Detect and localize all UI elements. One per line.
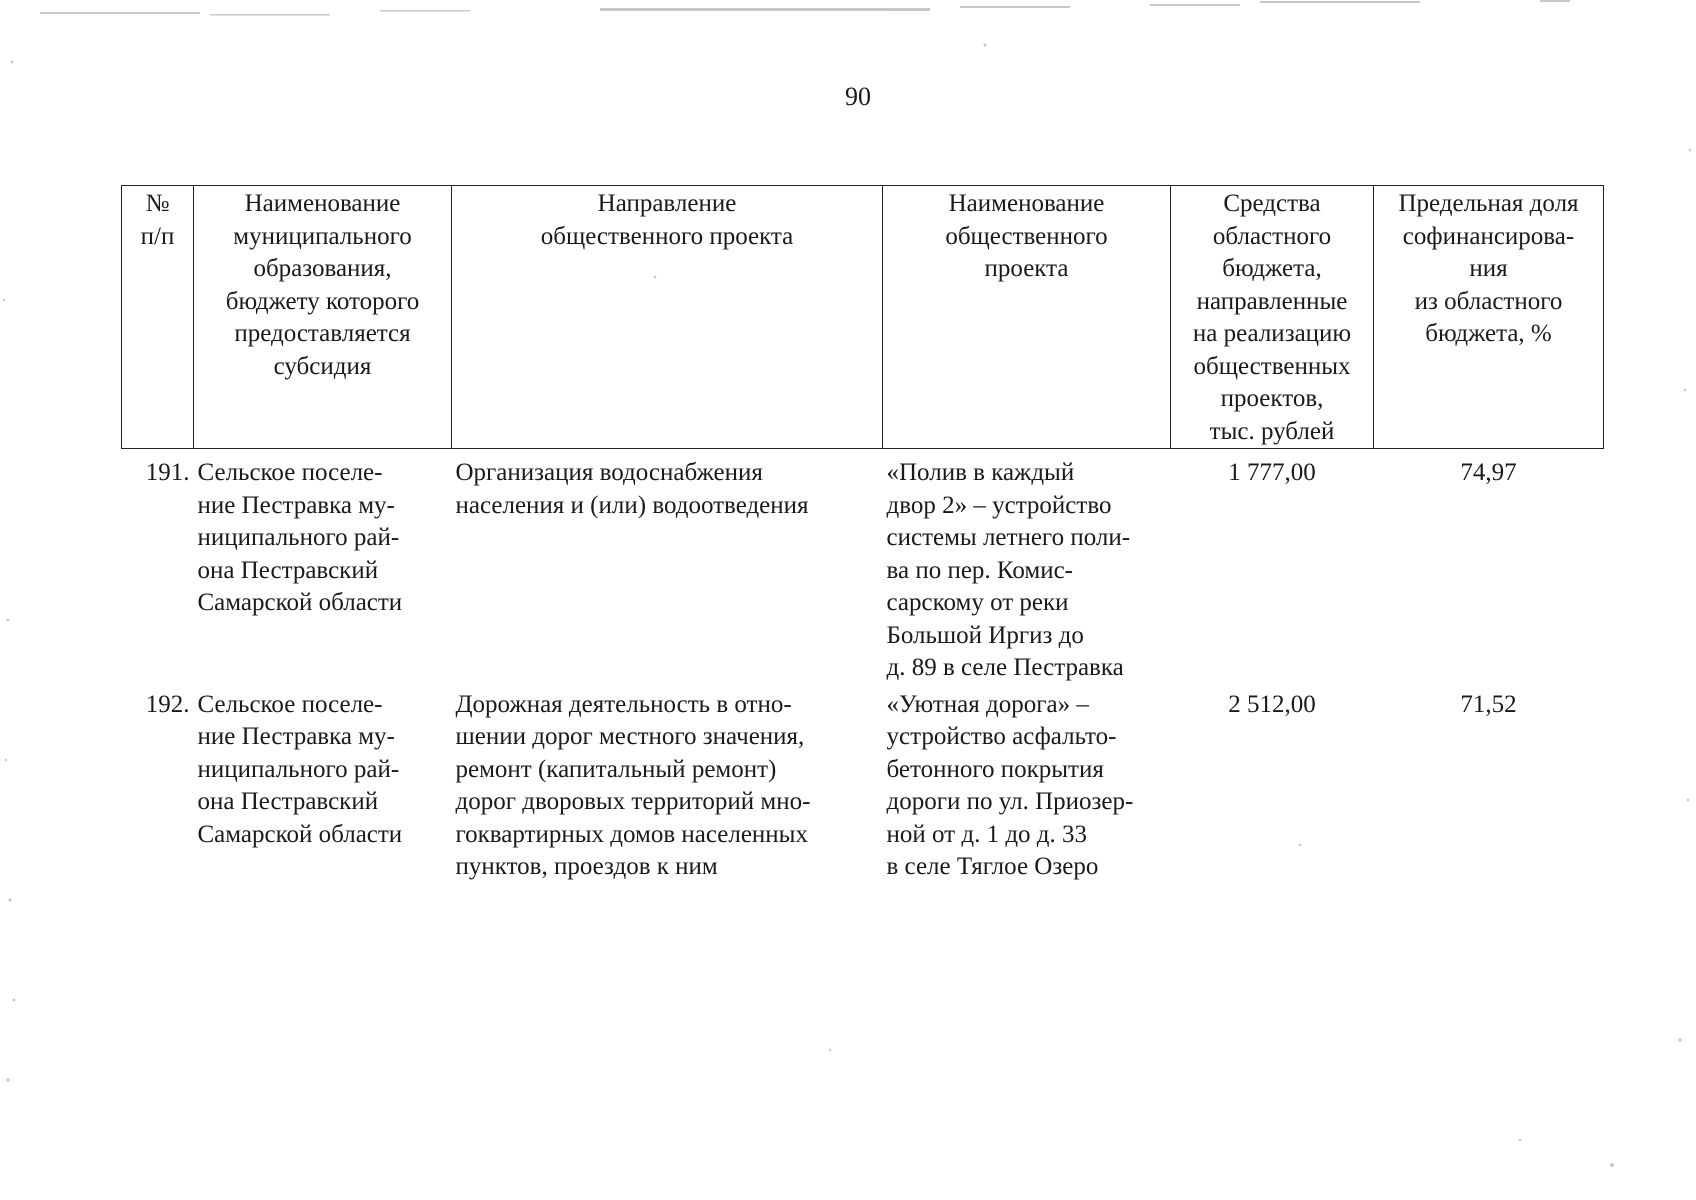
- header-project-name: Наименование общественного проекта: [883, 186, 1171, 449]
- funds-cell: 2 512,00: [1228, 690, 1316, 718]
- table-row: [122, 685, 1604, 884]
- project-cell: «Полив в каждый двор 2» – устройство системы летнего поли- ва по пер. Комис- сарскому от реки Большой Иргиз до д. 89 в селе Пестравка: [886, 459, 1131, 681]
- table-row: [122, 449, 1604, 685]
- header-municipality: Наименование муниципального образования, бюджету которого предоставляется субсидия: [194, 186, 452, 449]
- funds-cell: 1 777,00: [1228, 459, 1316, 486]
- header-regional-funds: Средства областного бюджета, направленные на реализацию общественных проектов, тыс. рублей: [1171, 186, 1374, 449]
- municipality-cell: Сельское поселе- ние Пестравка му- ниципального рай- она Пестравский Самарской области: [197, 459, 403, 616]
- direction-cell: Организация водоснабжения населения и (или) водоотведения: [455, 459, 809, 519]
- header-cofinancing-share: Предельная доля софинансирова- ния из областного бюджета, %: [1374, 186, 1604, 449]
- header-row: [122, 186, 1604, 449]
- header-direction: Направление общественного проекта: [452, 186, 883, 449]
- page-number: 90: [845, 82, 871, 111]
- row-number: 191.: [145, 459, 190, 486]
- table-header: [122, 186, 1604, 449]
- share-cell: 74,97: [1460, 459, 1517, 486]
- table-body: [122, 449, 1604, 884]
- project-cell: «Уютная дорога» – устройство асфальто- бетонного покрытия дороги по ул. Приозер- ной от д. 1 до д. 33 в селе Тяглое Озеро: [886, 690, 1134, 880]
- subsidy-table: [121, 185, 1604, 884]
- share-cell: 71,52: [1460, 690, 1517, 718]
- row-number: 192.: [145, 690, 190, 718]
- municipality-cell: Сельское поселе- ние Пестравка му- ниципального рай- она Пестравский Самарской области: [197, 690, 403, 848]
- header-number: № п/п: [122, 186, 194, 449]
- direction-cell: Дорожная деятельность в отно- шении дорог местного значения, ремонт (капитальный ремонт) дорог дворовых территорий мно- гоквартирных домов населенных пунктов, проездов к ним: [455, 690, 811, 880]
